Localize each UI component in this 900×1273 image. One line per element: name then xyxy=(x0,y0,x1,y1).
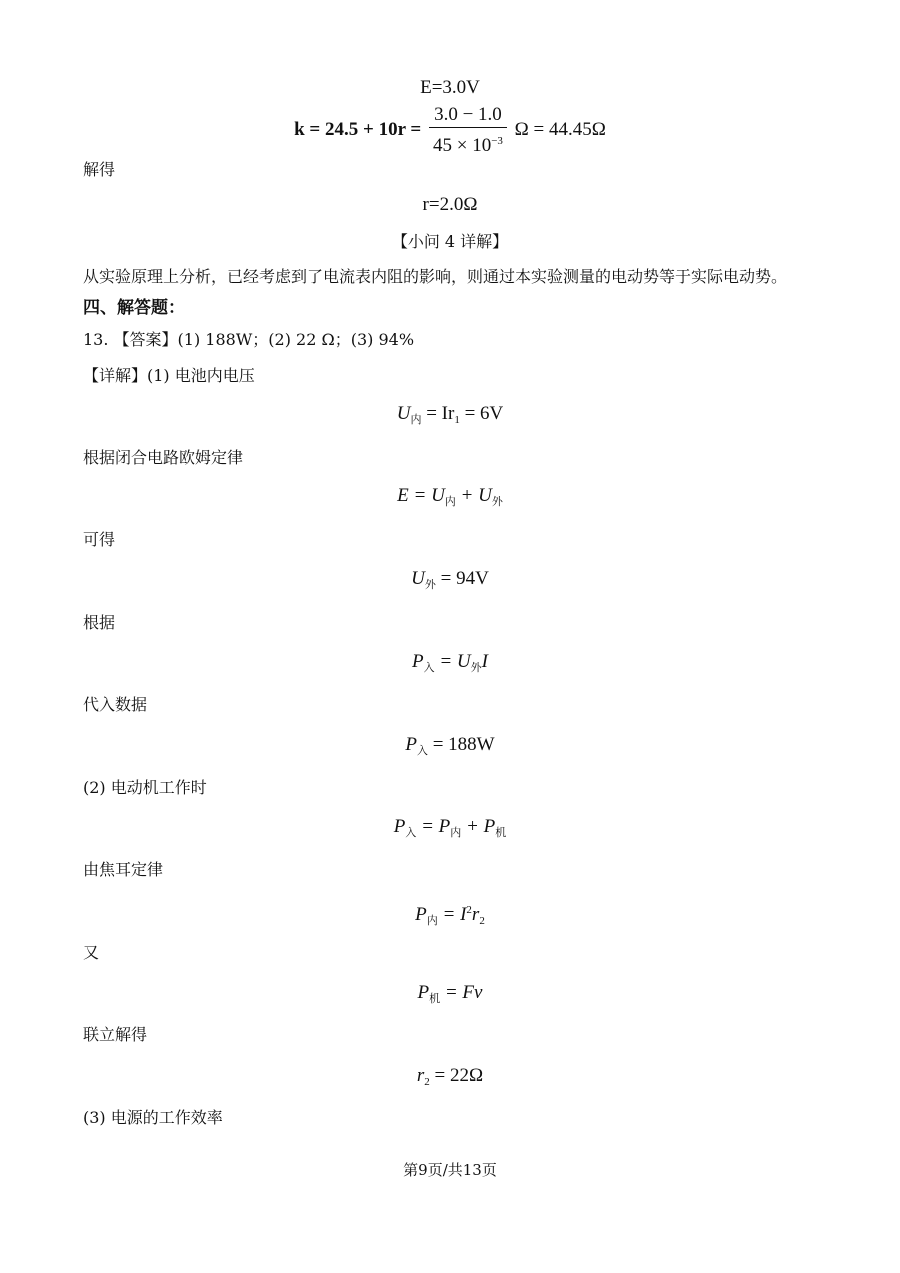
page-footer: 第9页/共13页 xyxy=(403,1161,497,1179)
fraction-numerator: 3.0 − 1.0 xyxy=(429,104,507,128)
text-you: 又 xyxy=(83,943,100,962)
part2-line: (2) 电动机工作时 xyxy=(83,778,207,797)
section-heading: 四、解答题： xyxy=(83,298,185,318)
text-kede: 可得 xyxy=(83,530,116,549)
fraction xyxy=(429,104,507,157)
equation-k xyxy=(0,104,900,157)
equation-p-nei xyxy=(0,898,900,933)
subscript: 入 xyxy=(405,827,417,839)
fraction-denominator xyxy=(429,128,507,157)
text-lianli: 联立解得 xyxy=(83,1025,148,1044)
subscript: 内 xyxy=(426,915,438,927)
equation-u-nei xyxy=(0,402,900,432)
equation-p-ru xyxy=(0,650,900,680)
detail-line: 【详解】(1) 电池内电压 xyxy=(83,366,255,385)
text-jiaoer: 由焦耳定律 xyxy=(83,860,164,879)
equation-e-sum xyxy=(0,484,900,514)
text-bihe: 根据闭合电路欧姆定律 xyxy=(83,448,244,467)
subscript: 内 xyxy=(444,496,456,508)
equation-symbol: r xyxy=(416,1065,425,1086)
subscript: 内 xyxy=(410,414,422,426)
subscript: 2 xyxy=(424,1076,430,1088)
equation-part: = 22Ω xyxy=(429,1065,484,1086)
equation-symbol: P xyxy=(415,904,427,925)
answer-line: 13. 【答案】(1) 188W；(2) 22 Ω；(3) 94% xyxy=(83,330,415,349)
equation-lhs: k = 24.5 + 10r = xyxy=(294,118,422,140)
equation-part: = Fv xyxy=(440,982,483,1003)
subscript: 机 xyxy=(429,993,441,1005)
subscript: 入 xyxy=(423,662,435,674)
subscript: 机 xyxy=(495,827,507,839)
equation-part: = I xyxy=(437,904,467,925)
equation-part: E = U xyxy=(397,485,445,506)
equation-part: = 6V xyxy=(459,403,504,424)
denominator-base: 45 × 10 xyxy=(432,135,492,156)
denominator-exponent: −3 xyxy=(491,135,503,147)
subscript: 外 xyxy=(424,579,436,591)
equation-symbol: U xyxy=(396,403,411,424)
equation-part: = P xyxy=(416,816,451,837)
subscript: 内 xyxy=(450,827,462,839)
equation-p-ru-value xyxy=(0,733,900,763)
equation-symbol: P xyxy=(405,734,417,755)
equation-p-ji xyxy=(0,981,900,1011)
equation-symbol: P xyxy=(393,816,406,837)
equation-part: = 188W xyxy=(427,734,495,755)
equation-part: + P xyxy=(461,816,496,837)
equation-p-sum xyxy=(0,815,900,845)
equation-symbol: P xyxy=(417,982,430,1003)
equation-symbol: P xyxy=(412,651,424,672)
text-jiede: 解得 xyxy=(83,160,116,179)
text-dairu: 代入数据 xyxy=(83,695,148,714)
equation-text: E=3.0V xyxy=(420,77,480,98)
equation-symbol: U xyxy=(411,568,425,589)
subscript: 1 xyxy=(454,414,460,426)
subscript: 2 xyxy=(479,915,485,927)
equation-e-value xyxy=(0,76,900,100)
equation-symbol: r xyxy=(471,904,480,925)
subscript: 入 xyxy=(416,745,428,757)
text-genju: 根据 xyxy=(83,613,116,632)
equation-r2 xyxy=(0,1064,900,1094)
equation-part: = U xyxy=(434,651,471,672)
equation-part: = Ir xyxy=(421,403,455,424)
subscript: 外 xyxy=(491,496,503,508)
subquestion-heading: 【小问 4 详解】 xyxy=(391,232,509,251)
equation-r xyxy=(0,193,900,217)
subscript: 外 xyxy=(470,662,482,674)
equation-text: r=2.0Ω xyxy=(422,194,478,215)
analysis-paragraph: 从实验原理上分析，已经考虑到了电流表内阻的影响，则通过本实验测量的电动势等于实际电动势。 xyxy=(83,267,788,286)
equation-symbol: I xyxy=(481,651,488,672)
part3-line: (3) 电源的工作效率 xyxy=(83,1108,223,1127)
equation-part: + U xyxy=(455,485,492,506)
superscript: 2 xyxy=(466,904,472,916)
equation-part: = 94V xyxy=(435,568,489,589)
equation-rhs: Ω = 44.45Ω xyxy=(514,118,606,140)
equation-u-wai xyxy=(0,567,900,597)
